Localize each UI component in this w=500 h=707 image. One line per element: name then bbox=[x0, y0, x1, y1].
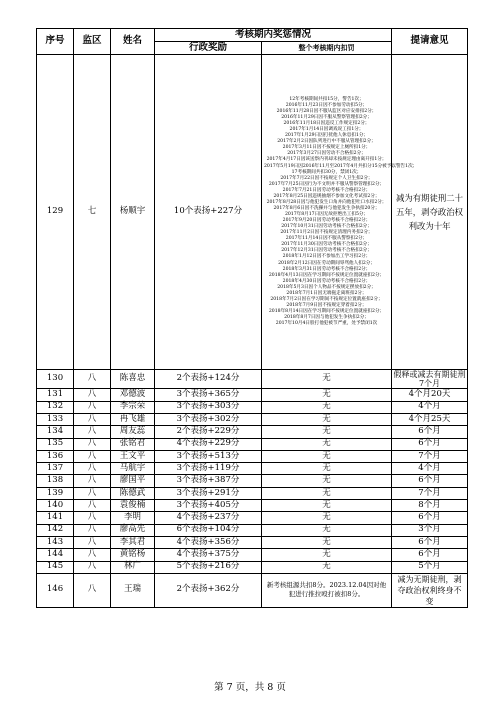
table-row bbox=[37, 536, 468, 548]
col-header-reward: 行政奖励 bbox=[155, 42, 262, 55]
table-row bbox=[37, 401, 468, 413]
roster-table-page bbox=[36, 28, 467, 608]
deduction-line: 2016年11月18日因违反工作规定扣2分； bbox=[283, 121, 370, 127]
deduction-line: 2016年11月23日因不参加劳动扣5分； bbox=[285, 102, 368, 108]
deduction-line: 2017年3月11日因不按规定上厕所扣1分； bbox=[282, 145, 371, 151]
cell-opinion: 4个月25天 bbox=[392, 413, 468, 425]
cell-deduction: 无 bbox=[262, 475, 392, 487]
cell-name: 王文平 bbox=[111, 450, 155, 462]
cell-reward: 3个表扬+365分 bbox=[155, 389, 262, 401]
cell-district: 八 bbox=[74, 450, 111, 462]
cell-reward: 4个表扬+375分 bbox=[155, 549, 262, 561]
cell-deduction: 新考核组源共扣8分。2023.12.04因对他犯进行推拉殴打被扣8分。 bbox=[262, 573, 392, 607]
cell-name: 廖国平 bbox=[111, 475, 155, 487]
cell-district: 八 bbox=[74, 370, 111, 389]
deduction-line: 2018年4月30日因劳动考核不合格扣2分； bbox=[282, 278, 371, 284]
table-row bbox=[37, 450, 468, 462]
table-row bbox=[37, 512, 468, 524]
deduction-line: 2018年4月13日因在学习期间不按规定位置就座扣2分； bbox=[268, 272, 385, 278]
deduction-line: 2017年8月25日因违规抽烟不参加文化考试扣2分； bbox=[273, 193, 380, 199]
deduction-line: 2017年10月31日因劳动考核不合格扣2分； bbox=[281, 224, 372, 230]
cell-district: 七 bbox=[74, 55, 111, 370]
deduction-line: 2017年7月25日因行为不文明并不服从警察管理扣2分； bbox=[268, 181, 385, 187]
deduction-line: 2017年11月14日因不服从警察扣2分； bbox=[285, 236, 368, 242]
deduction-line: 2018年7月2日因在学习期间不按规定位置就座扣2分； bbox=[270, 296, 383, 302]
deduction-line: 2017年5月19日因2016年11月至2017年4月共扣分15分被予以警告1次； bbox=[264, 163, 418, 169]
cell-seq: 140 bbox=[37, 500, 74, 512]
cell-opinion: 4个月20天 bbox=[392, 389, 468, 401]
cell-seq: 136 bbox=[37, 450, 74, 462]
deduction-line: 12年考核期间共扣15分，警告1次； bbox=[289, 96, 364, 102]
deduction-line: 2016年11月29日因不服从警察管理扣2分； bbox=[281, 115, 372, 120]
cell-deduction-list bbox=[262, 55, 418, 370]
cell-name: 张铭君 bbox=[111, 438, 155, 450]
cell-district: 八 bbox=[74, 413, 111, 425]
table-row bbox=[37, 573, 468, 607]
cell-opinion: 6个月 bbox=[392, 475, 468, 487]
cell-seq: 145 bbox=[37, 561, 74, 573]
cell-district: 八 bbox=[74, 487, 111, 499]
cell-name: 廖高先 bbox=[111, 524, 155, 536]
cell-seq: 135 bbox=[37, 438, 74, 450]
cell-reward: 3个表扬+303分 bbox=[155, 401, 262, 413]
deduction-line: 2017年8月17日因无故拒绝出工扣5分； bbox=[284, 212, 369, 217]
col-header-seq: 序号 bbox=[37, 29, 74, 55]
cell-name: 陈德武 bbox=[111, 487, 155, 499]
deduction-line: 2017年7月22日因不按规定个人卫生扣2分； bbox=[280, 175, 373, 181]
cell-name: 李明 bbox=[111, 512, 155, 524]
cell-name: 邓德波 bbox=[111, 389, 155, 401]
cell-opinion: 6个月 bbox=[392, 438, 468, 450]
cell-district: 八 bbox=[74, 463, 111, 475]
col-header-district: 监区 bbox=[74, 29, 111, 55]
cell-deduction: 无 bbox=[262, 463, 392, 475]
cell-seq: 139 bbox=[37, 487, 74, 499]
cell-seq: 141 bbox=[37, 512, 74, 524]
cell-name: 陈喜忠 bbox=[111, 370, 155, 389]
cell-district: 八 bbox=[74, 512, 111, 524]
cell-deduction: 无 bbox=[262, 450, 392, 462]
cell-deduction: 无 bbox=[262, 512, 392, 524]
cell-deduction: 无 bbox=[262, 500, 392, 512]
cell-deduction: 无 bbox=[262, 536, 392, 548]
cell-reward: 3个表扬+387分 bbox=[155, 475, 262, 487]
cell-name: 袁俊楠 bbox=[111, 500, 155, 512]
deduction-line: 2018年7月9日因不按规定穿着扣2分； bbox=[286, 302, 367, 308]
cell-reward: 5个表扬+216分 bbox=[155, 561, 262, 573]
cell-seq: 143 bbox=[37, 536, 74, 548]
cell-reward: 4个表扬+356分 bbox=[155, 536, 262, 548]
table-row bbox=[37, 463, 468, 475]
deduction-line: 2017年10月4日股打他犯被节严重，处予禁闭1次 bbox=[275, 321, 378, 327]
cell-opinion: 4个月 bbox=[392, 463, 468, 475]
cell-reward: 2个表扬+362分 bbox=[155, 573, 262, 607]
deduction-line: 2017年1月14日因调戏说工扣1分； bbox=[289, 127, 364, 133]
table-row bbox=[37, 55, 468, 370]
cell-district: 八 bbox=[74, 524, 111, 536]
cell-deduction: 无 bbox=[262, 401, 392, 413]
cell-deduction: 无 bbox=[262, 524, 392, 536]
deduction-line: 2017年2月2日因队列进行中不服从管理扣2分； bbox=[277, 139, 376, 145]
cell-reward: 3个表扬+513分 bbox=[155, 450, 262, 462]
page-footer: 第 7 页，共 8 页 bbox=[214, 682, 286, 693]
cell-district: 八 bbox=[74, 426, 111, 438]
table-row bbox=[37, 487, 468, 499]
deduction-line: 2017年8月6日因不洗操并与他犯发生争执扣20分； bbox=[273, 205, 380, 211]
cell-seq: 132 bbox=[37, 401, 74, 413]
cell-opinion: 3个月 bbox=[392, 524, 468, 536]
cell-district: 八 bbox=[74, 561, 111, 573]
col-header-opinion: 提请意见 bbox=[392, 29, 468, 55]
cell-reward: 3个表扬+291分 bbox=[155, 487, 262, 499]
deduction-line: 17考核期间共扣30分，禁闭1次； bbox=[291, 169, 362, 175]
col-header-name: 姓名 bbox=[111, 29, 155, 55]
cell-seq: 133 bbox=[37, 413, 74, 425]
table-row bbox=[37, 561, 468, 573]
cell-district: 八 bbox=[74, 438, 111, 450]
cell-seq: 130 bbox=[37, 370, 74, 389]
cell-reward: 3个表扬+302分 bbox=[155, 413, 262, 425]
deduction-line: 2018年5月3日因个人物品不按规定摆放扣2分； bbox=[277, 284, 376, 290]
cell-district: 八 bbox=[74, 401, 111, 413]
cell-opinion: 6个月 bbox=[392, 549, 468, 561]
cell-opinion: 4个月 bbox=[392, 401, 468, 413]
cell-opinion: 8个月 bbox=[392, 500, 468, 512]
cell-opinion: 假释或减去有期徒刑7个月 bbox=[393, 370, 466, 389]
deduction-line: 2018年1月12日因不参加出工学习扣2分； bbox=[282, 254, 371, 260]
deduction-line: 2017年7月21日因劳动考核不合格扣2分； bbox=[282, 187, 371, 193]
deduction-line: 2018年7月1日因无端拖走离班扣2分； bbox=[286, 290, 367, 296]
col-header-group: 考核期内奖惩情况 bbox=[155, 29, 392, 42]
cell-name: 李宗荣 bbox=[111, 401, 155, 413]
cell-opinion: 6个月 bbox=[392, 426, 468, 438]
cell-reward: 2个表扬+229分 bbox=[155, 426, 262, 438]
cell-opinion: 减为有期徒刑二十五年，剥夺政治权利改为十年 bbox=[392, 55, 468, 370]
cell-district: 八 bbox=[74, 475, 111, 487]
cell-seq: 142 bbox=[37, 524, 74, 536]
cell-name: 杨顺宇 bbox=[111, 55, 155, 370]
cell-opinion: 7个月 bbox=[392, 450, 468, 462]
review-table bbox=[36, 28, 468, 608]
deduction-line: 2018年3月31日因劳动考核不合格扣2分； bbox=[282, 266, 371, 272]
cell-reward: 4个表扬+237分 bbox=[155, 512, 262, 524]
cell-reward: 3个表扬+405分 bbox=[155, 500, 262, 512]
cell-deduction: 无 bbox=[262, 389, 392, 401]
deduction-line: 2018年2月12日因在劳动期间辱骂他人扣2分； bbox=[278, 260, 375, 266]
cell-reward: 10个表扬+227分 bbox=[155, 55, 262, 370]
cell-reward: 4个表扬+229分 bbox=[155, 438, 262, 450]
table-row bbox=[37, 413, 468, 425]
cell-reward: 6个表扬+104分 bbox=[155, 524, 262, 536]
cell-name: 王瑞 bbox=[111, 573, 155, 607]
cell-district: 八 bbox=[74, 536, 111, 548]
deduction-line: 2018年8月7日因与他犯发生争执扣2分； bbox=[284, 315, 369, 321]
cell-deduction: 无 bbox=[262, 549, 392, 561]
table-row bbox=[37, 389, 468, 401]
cell-opinion: 6个月 bbox=[392, 512, 468, 524]
cell-district: 八 bbox=[74, 573, 111, 607]
cell-opinion: 6个月 bbox=[392, 536, 468, 548]
cell-opinion: 5个月 bbox=[392, 561, 468, 573]
deduction-line: 2018年8月14日因在学习期间不按规定位置就座扣2分； bbox=[268, 309, 385, 314]
cell-name: 冉飞雄 bbox=[111, 413, 155, 425]
cell-deduction: 无 bbox=[262, 413, 392, 425]
table-row bbox=[37, 549, 468, 561]
cell-deduction: 无 bbox=[262, 438, 392, 450]
cell-seq: 134 bbox=[37, 426, 74, 438]
cell-name: 马航宇 bbox=[111, 463, 155, 475]
cell-name: 李其君 bbox=[111, 536, 155, 548]
deduction-line: 2017年12月31日因劳动考核不合格扣2分； bbox=[281, 248, 372, 254]
deduction-line: 2016年11月28日因不服从监区对应安排扣2分； bbox=[276, 108, 377, 114]
table-row bbox=[37, 438, 468, 450]
cell-seq: 137 bbox=[37, 463, 74, 475]
table-row bbox=[37, 370, 468, 389]
cell-seq: 131 bbox=[37, 389, 74, 401]
cell-deduction: 无 bbox=[262, 370, 392, 389]
deduction-line: 2017年3月27日因劳动不合格扣2分； bbox=[287, 151, 366, 157]
table-row bbox=[37, 475, 468, 487]
cell-reward: 2个表扬+124分 bbox=[155, 370, 262, 389]
cell-district: 八 bbox=[74, 549, 111, 561]
cell-seq: 129 bbox=[37, 55, 74, 370]
cell-district: 八 bbox=[74, 389, 111, 401]
cell-deduction: 无 bbox=[262, 426, 392, 438]
table-row bbox=[37, 500, 468, 512]
deduction-line: 2017年1月29日因打扰他人休息扣1分； bbox=[284, 133, 369, 139]
cell-deduction: 无 bbox=[262, 487, 392, 499]
cell-deduction: 无 bbox=[262, 561, 392, 573]
table-row bbox=[37, 426, 468, 438]
cell-district: 八 bbox=[74, 500, 111, 512]
cell-opinion: 7个月 bbox=[392, 487, 468, 499]
cell-seq: 144 bbox=[37, 549, 74, 561]
deduction-line: 2017年8月28日因与他犯发生口角并向他犯吐口水扣2分； bbox=[266, 199, 387, 205]
cell-seq: 138 bbox=[37, 475, 74, 487]
deduction-line: 2017年11月2日因不按规定清理内务扣2分； bbox=[280, 230, 373, 236]
cell-opinion: 减为无期徒刑，剥夺政治权利终身不变 bbox=[392, 573, 468, 607]
cell-seq: 146 bbox=[37, 573, 74, 607]
cell-name: 周友蕊 bbox=[111, 426, 155, 438]
deduction-line: 2017年9月20日因劳动考核不合格扣2分； bbox=[282, 218, 371, 224]
deduction-line: 2017年11月30日因劳动考核不合格扣2分； bbox=[281, 242, 372, 248]
cell-reward: 3个表扬+119分 bbox=[155, 463, 262, 475]
table-row bbox=[37, 524, 468, 536]
cell-name: 林广 bbox=[111, 561, 155, 573]
deduction-line: 2017年4月17日因该送察内刊却未按规定理由离开扣1分； bbox=[266, 157, 387, 163]
cell-name: 黄铭杨 bbox=[111, 549, 155, 561]
col-header-deduction: 整个考核期内扣罚 bbox=[262, 42, 392, 55]
